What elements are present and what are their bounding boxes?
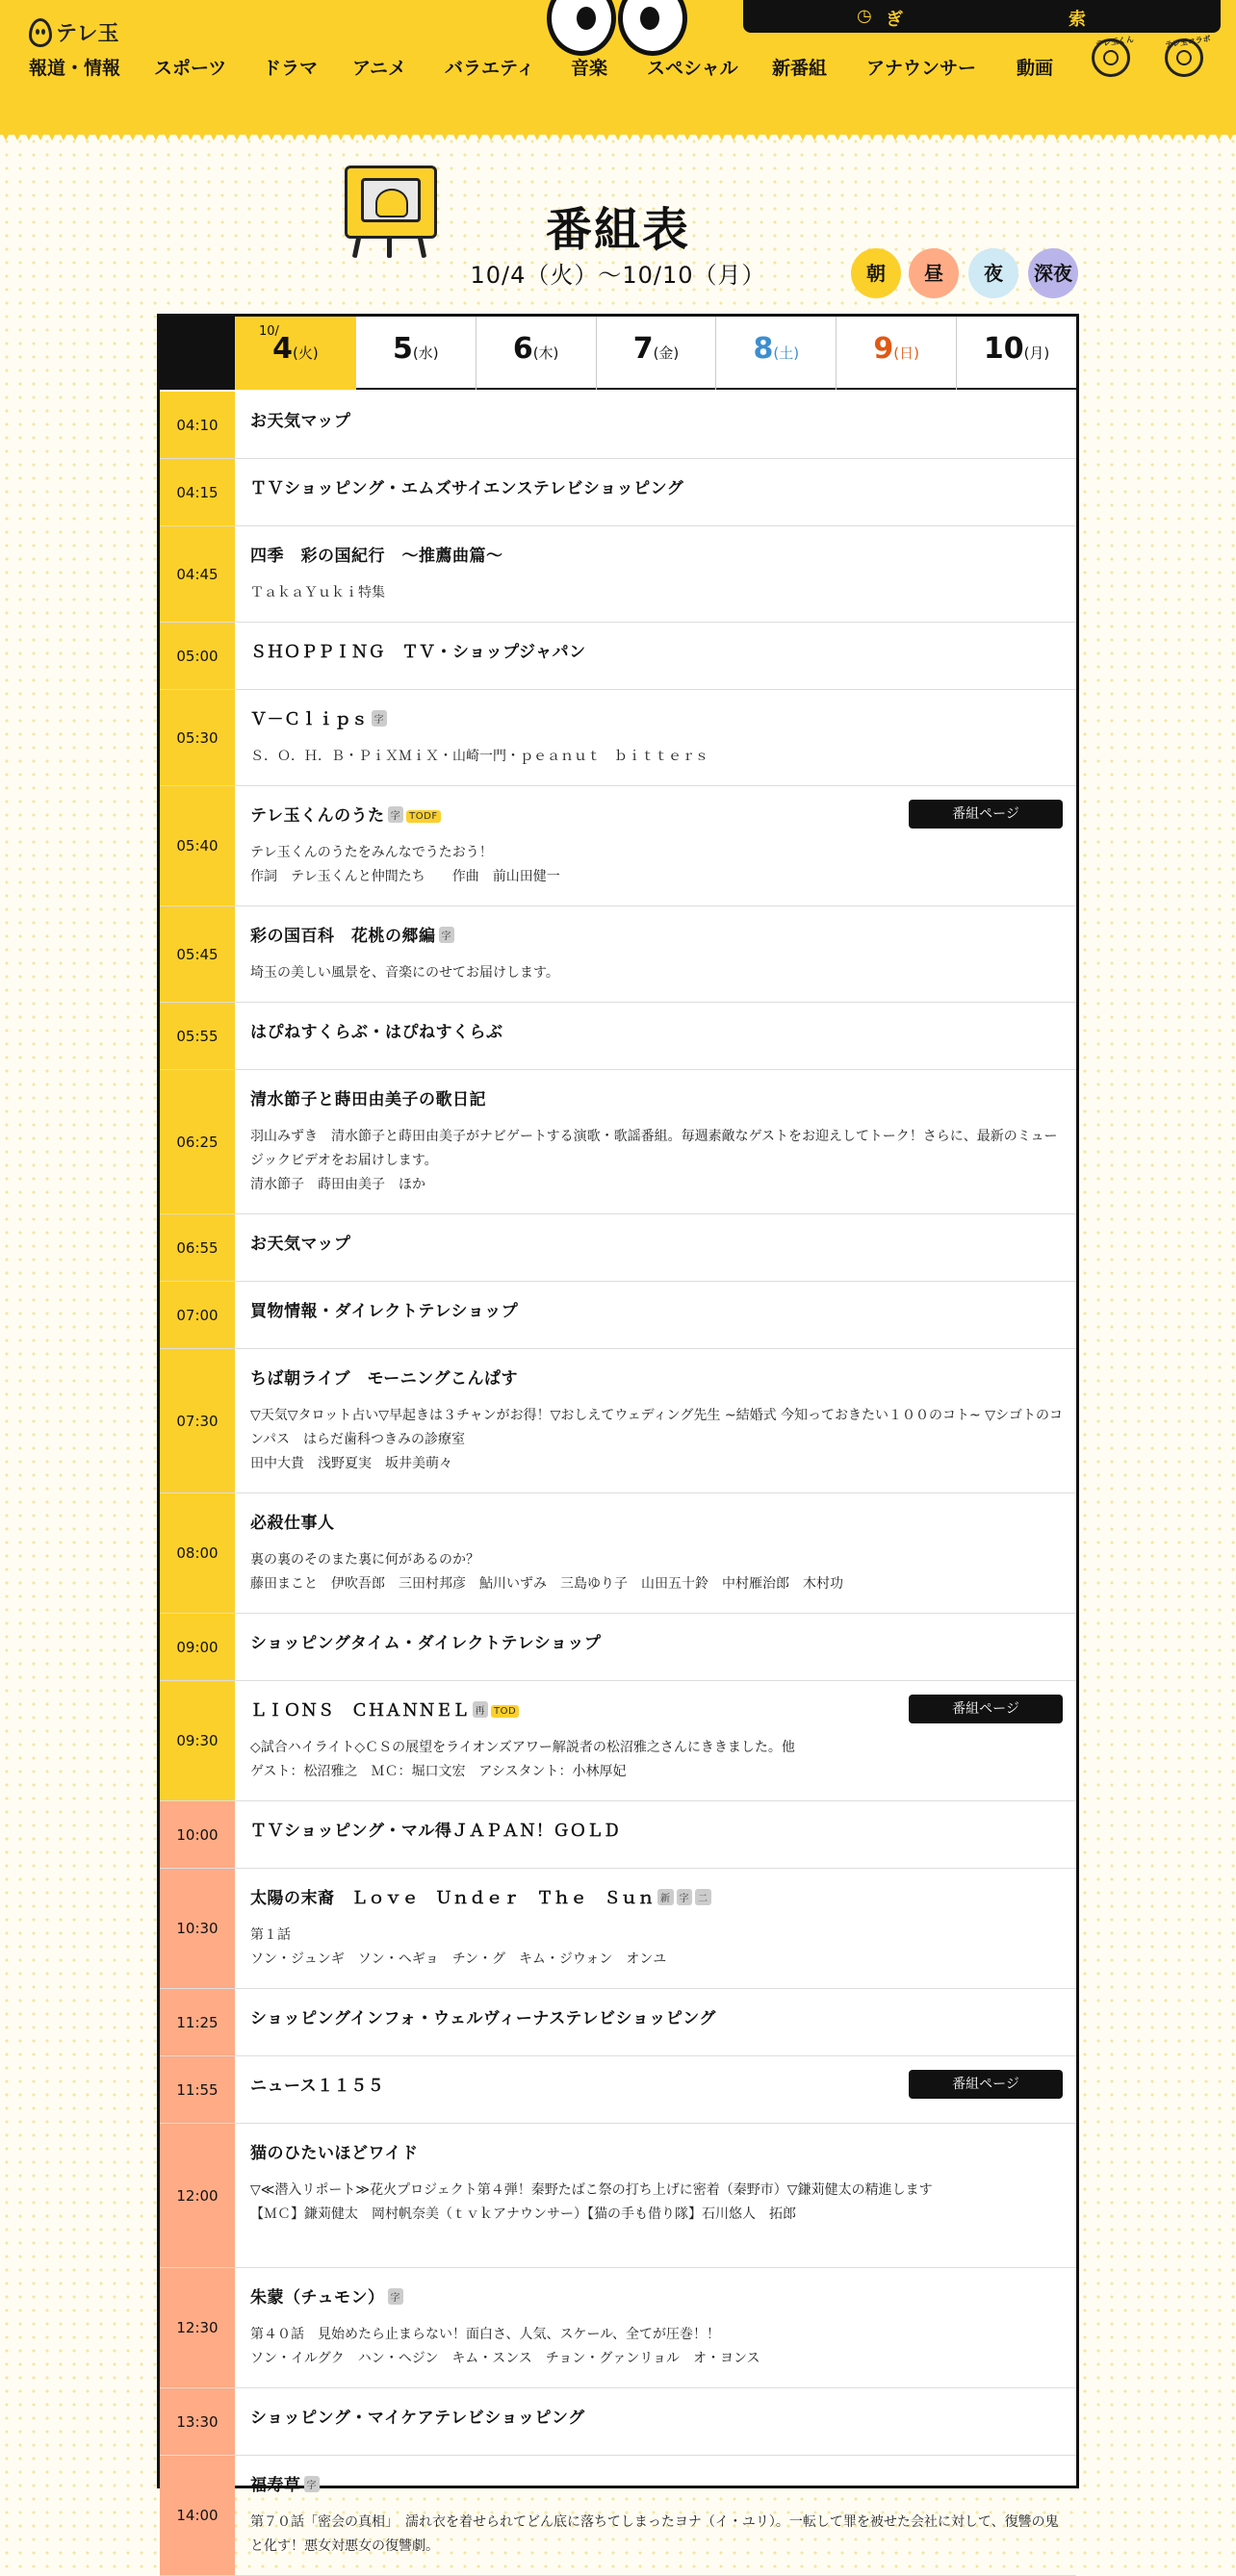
program-time: 05:55 <box>160 1003 235 1069</box>
day-tab[interactable] <box>476 317 596 390</box>
program-time: 07:30 <box>160 1349 235 1492</box>
day-tab-weekday: (木) <box>532 344 559 362</box>
program-time: 09:30 <box>160 1681 235 1800</box>
program-time: 06:25 <box>160 1070 235 1213</box>
night-button[interactable]: 夜 <box>968 248 1018 298</box>
program-badge: 再 <box>473 1701 489 1718</box>
day-tab-number: 9 <box>873 332 894 366</box>
program-description: 藤田まこと 伊吹吾郎 三田村邦彦 鮎川いずみ 三島ゆり子 山田五十鈴 中村雁治郎 木村功 <box>250 1576 843 1592</box>
program-time: 06:55 <box>160 1214 235 1281</box>
program-time: 04:15 <box>160 459 235 525</box>
program-content <box>250 2283 1063 2371</box>
program-description: 第７０話「密会の真相」 濡れ衣を着せられてどん底に落ちてしまったヨナ（イ・ユリ）。一転して罪を被せた会社に対して、復讐の鬼と化す！悪女対悪女の復讐劇。 <box>250 2514 1059 2554</box>
logo-text: テレ玉 <box>56 22 119 46</box>
nav-new-programs[interactable]: 新番組 <box>772 58 828 79</box>
day-tab-number: 5 <box>392 332 413 366</box>
program-time: 04:45 <box>160 526 235 622</box>
program-page-button[interactable]: 番組ページ <box>909 2070 1063 2099</box>
program-content <box>250 2471 1063 2559</box>
program-title[interactable]: テレ玉くんのうた <box>250 806 385 826</box>
program-row[interactable] <box>160 392 1076 459</box>
day-tab-number: 10 <box>983 332 1024 366</box>
program-time: 09:00 <box>160 1614 235 1680</box>
program-description: ゲスト：松沼雅之 ＭＣ：堀口文宏 アシスタント：小林厚妃 <box>250 1764 627 1779</box>
day-tab[interactable] <box>235 317 355 390</box>
program-row[interactable] <box>160 1349 1076 1493</box>
collab-label: テレ玉コラボ <box>1164 34 1212 50</box>
day-tab[interactable] <box>596 317 716 390</box>
program-row[interactable] <box>160 1003 1076 1070</box>
program-time: 10:00 <box>160 1801 235 1868</box>
day-tab-weekday: (水) <box>412 344 439 362</box>
late-night-button[interactable]: 深夜 <box>1028 248 1078 298</box>
program-title[interactable]: ショッピングインフォ・ウェルヴィーナステレビショッピング <box>250 2009 716 2028</box>
program-description: 第１話 <box>250 1927 291 1943</box>
program-row[interactable] <box>160 1681 1076 1801</box>
day-tabs-corner <box>160 317 235 390</box>
program-time: 07:00 <box>160 1282 235 1348</box>
program-description: 【ＭＣ】鎌苅健太 岡村帆奈美（ｔｖｋアナウンサー）【猫の手も借り隊】石川悠人 拓郎 <box>250 2206 796 2222</box>
program-page-button[interactable]: 番組ページ <box>909 1695 1063 1723</box>
nav-video[interactable]: 動画 <box>1017 58 1054 79</box>
program-description: 清水節子 蒔田由美子 ほか <box>250 1177 425 1192</box>
program-title[interactable]: お天気マップ <box>250 1235 351 1254</box>
program-content <box>250 1884 1063 1972</box>
page-title: 番組表 <box>545 203 690 257</box>
program-description: テレ玉くんのうたをみんなでうたおう！ <box>250 845 493 860</box>
day-tab-weekday: (火) <box>293 344 319 362</box>
program-row[interactable] <box>160 1614 1076 1681</box>
program-description: 羽山みずき 清水節子と蒔田由美子がナビゲートする演歌・歌謡番組。毎週素敵なゲストをお迎えしてトーク！さらに、最新のミュージックビデオをお届けします。 <box>250 1129 1058 1168</box>
program-badge: 新 <box>657 1889 674 1905</box>
program-row[interactable] <box>160 459 1076 526</box>
day-tab-number: 7 <box>632 332 654 366</box>
nav-music[interactable]: 音楽 <box>571 58 608 79</box>
program-page-button[interactable]: 番組ページ <box>909 800 1063 829</box>
program-description: 裏の裏のそのまた裏に何があるのか？ <box>250 1552 479 1568</box>
program-row[interactable] <box>160 2124 1076 2268</box>
program-time: 04:10 <box>160 392 235 458</box>
program-content <box>250 1018 1063 1042</box>
program-title[interactable]: 福寿草 <box>250 2476 301 2495</box>
program-title[interactable]: 朱蒙（チュモン） <box>250 2288 385 2308</box>
program-content <box>250 1365 1063 1476</box>
program-time: 11:25 <box>160 1989 235 2055</box>
day-tab-month: 10/ <box>259 324 279 339</box>
day-tab-weekday: (日) <box>893 344 919 362</box>
program-title[interactable]: 猫のひたいほどワイド <box>250 2144 419 2163</box>
program-time: 05:30 <box>160 690 235 785</box>
nav-drama[interactable]: ドラマ <box>263 58 319 79</box>
day-tab-weekday: (土) <box>773 344 800 362</box>
program-badge: 字 <box>388 2288 404 2305</box>
program-badge: TODF <box>406 810 440 823</box>
daytime-button[interactable]: 昼 <box>909 248 959 298</box>
program-row[interactable] <box>160 623 1076 690</box>
site-header <box>0 0 1236 135</box>
program-content <box>250 1509 1063 1596</box>
program-title[interactable]: ショッピング・マイケアテレビショッピング <box>250 2409 585 2428</box>
clock-bar[interactable] <box>743 0 1221 33</box>
program-content <box>250 1230 1063 1254</box>
nav-special[interactable]: スペシャル <box>647 58 738 79</box>
schedule-table <box>157 314 1079 2554</box>
program-time: 11:55 <box>160 2056 235 2123</box>
program-badge: TOD <box>491 1705 519 1718</box>
program-title[interactable]: ＴＶショッピング・エムズサイエンステレビショッピング <box>250 479 684 498</box>
program-row[interactable] <box>160 2388 1076 2456</box>
egg-mascot-icon <box>29 18 52 47</box>
program-content <box>250 1629 1063 1653</box>
program-title[interactable]: ショッピングタイム・ダイレクトテレショップ <box>250 1634 602 1653</box>
program-row[interactable] <box>160 1801 1076 1869</box>
program-time: 05:40 <box>160 786 235 905</box>
program-badge: 字 <box>388 806 404 823</box>
program-time: 05:45 <box>160 906 235 1002</box>
program-description: 第４０話 見始めたら止まらない！面白さ、人気、スケール、全てが圧巻！！ <box>250 2327 721 2342</box>
program-title[interactable]: 彩の国百科 花桃の郷編 <box>250 927 436 946</box>
program-description: 作詞 テレ玉くんと仲間たち 作曲 前山田健一 <box>250 869 560 884</box>
program-content <box>250 1297 1063 1321</box>
program-title[interactable]: 四季 彩の国紀行 ～推薦曲篇～ <box>250 547 503 566</box>
program-badge: 二 <box>695 1889 711 1905</box>
program-title[interactable]: ニュース１１５５ <box>250 2077 385 2096</box>
day-tab-number: 4 <box>272 332 293 366</box>
program-content <box>250 638 1063 662</box>
clock-bar-right-text: 索 <box>1069 10 1086 30</box>
program-title[interactable]: お天気マップ <box>250 412 351 431</box>
program-content <box>250 2404 1063 2428</box>
day-tab-weekday: (金) <box>653 344 680 362</box>
program-row[interactable] <box>160 786 1076 906</box>
program-content <box>250 1817 1063 1841</box>
program-description: ソン・イルグク ハン・ヘジン キム・スンス チョン・グァンリョル オ・ヨンス <box>250 2351 760 2366</box>
clock-bar-left-text: ぎ <box>886 10 903 30</box>
program-content <box>250 2139 1063 2227</box>
program-description: ◇試合ハイライト◇ＣＳの展望をライオンズアワー解説者の松沼雅之さんにききました。他 <box>250 1740 795 1755</box>
program-description: ＴａｋａＹｕｋｉ特集 <box>250 585 385 600</box>
program-content <box>250 542 1063 605</box>
day-tab[interactable] <box>715 317 836 390</box>
program-time: 12:00 <box>160 2124 235 2267</box>
program-badge: 字 <box>677 1889 693 1905</box>
program-title[interactable]: 必殺仕事人 <box>250 1514 335 1533</box>
program-row[interactable] <box>160 526 1076 623</box>
program-content <box>250 705 1063 769</box>
morning-button[interactable]: 朝 <box>851 248 901 298</box>
site-logo[interactable] <box>29 17 119 47</box>
program-content <box>250 1085 1063 1197</box>
program-description: Ｓ．Ｏ．Ｈ．Ｂ・ＰｉＸＭｉＸ・山崎一門・ｐｅａｎｕｔ ｂｉｔｔｅｒｓ <box>250 749 708 764</box>
date-range: 10/4（火）〜10/10（月） <box>470 262 766 289</box>
nav-anime[interactable]: アニメ <box>352 58 407 79</box>
day-tab-number: 6 <box>512 332 533 366</box>
day-tab[interactable] <box>355 317 476 390</box>
program-badge: 字 <box>304 2476 321 2492</box>
mascot-eyes-icon <box>547 0 689 58</box>
program-title[interactable]: ちば朝ライブ モーニングこんぱす <box>250 1369 518 1389</box>
program-content <box>250 922 1063 985</box>
program-content <box>250 407 1063 431</box>
program-title[interactable]: Ｖ－Ｃｌｉｐｓ <box>250 710 369 729</box>
header-zigzag-edge <box>0 129 1236 142</box>
program-time: 12:30 <box>160 2268 235 2387</box>
program-description: 埼玉の美しい風景を、音楽にのせてお届けします。 <box>250 965 559 981</box>
program-row[interactable] <box>160 2056 1076 2124</box>
program-title[interactable]: 太陽の末裔 Ｌｏｖｅ Ｕｎｄｅｒ Ｔｈｅ Ｓｕｎ <box>250 1889 655 1908</box>
program-title[interactable]: ＴＶショッピング・マル得ＪＡＰＡＮ！ＧＯＬＤ <box>250 1822 621 1841</box>
day-tabs <box>160 317 1076 390</box>
nav-variety[interactable]: バラエティ <box>445 58 535 79</box>
program-title[interactable]: ＳＨＯＰＰＩＮＧ ＴＶ・ショップジャパン <box>250 643 586 662</box>
program-description: ▽天気▽タロット占い▽早起きは３チャンがお得！▽おしえてウェディング先生 ~結婚式 今知っておきたい１００のコト~ ▽シゴトのコンパス はらだ歯科つきみの診療室 <box>250 1408 1063 1447</box>
program-content <box>250 2004 1063 2028</box>
program-row[interactable] <box>160 1282 1076 1349</box>
program-row[interactable] <box>160 1493 1076 1614</box>
program-title[interactable]: 買物情報・ダイレクトテレショップ <box>250 1302 519 1321</box>
program-description: ▽≪潜入リポート≫花火プロジェクト第４弾！秦野たばこ祭の打ち上げに密着（秦野市）▽鎌苅健太の精進します <box>250 2182 933 2198</box>
day-tab[interactable] <box>956 317 1076 390</box>
program-row[interactable] <box>160 1214 1076 1282</box>
clock-icon: ◷ <box>857 6 872 26</box>
program-time: 10:30 <box>160 1869 235 1988</box>
day-tab-weekday: (月) <box>1023 344 1050 362</box>
program-description: ソン・ジュンギ ソン・ヘギョ チン・グ キム・ジウォン オンユ <box>250 1951 667 1967</box>
program-row[interactable] <box>160 690 1076 786</box>
program-row[interactable] <box>160 906 1076 1003</box>
program-badge: 字 <box>439 927 455 943</box>
program-row[interactable] <box>160 2456 1076 2576</box>
program-row[interactable] <box>160 1869 1076 1989</box>
nav-sports[interactable]: スポーツ <box>154 58 227 79</box>
program-row[interactable] <box>160 2268 1076 2388</box>
nav-news[interactable]: 報道・情報 <box>29 58 121 79</box>
program-description: 田中大貴 浅野夏実 坂井美萌々 <box>250 1456 452 1471</box>
day-tab[interactable] <box>836 317 956 390</box>
program-badge: 字 <box>372 710 388 727</box>
program-time: 13:30 <box>160 2388 235 2455</box>
program-row[interactable] <box>160 1070 1076 1214</box>
program-row[interactable] <box>160 1989 1076 2056</box>
telletama-kun-label: テレ玉くん <box>1094 35 1135 49</box>
program-time: 14:00 <box>160 2456 235 2575</box>
program-title[interactable]: ＬＩＯＮＳ ＣＨＡＮＮＥＬ <box>250 1701 470 1721</box>
program-time: 05:00 <box>160 623 235 689</box>
day-tab-number: 8 <box>753 332 774 366</box>
nav-announcers[interactable]: アナウンサー <box>866 58 977 79</box>
program-time: 08:00 <box>160 1493 235 1613</box>
program-title[interactable]: はぴねすくらぶ・はぴねすくらぶ <box>250 1023 503 1042</box>
program-content <box>250 474 1063 498</box>
program-title[interactable]: 清水節子と蒔田由美子の歌日記 <box>250 1090 486 1109</box>
